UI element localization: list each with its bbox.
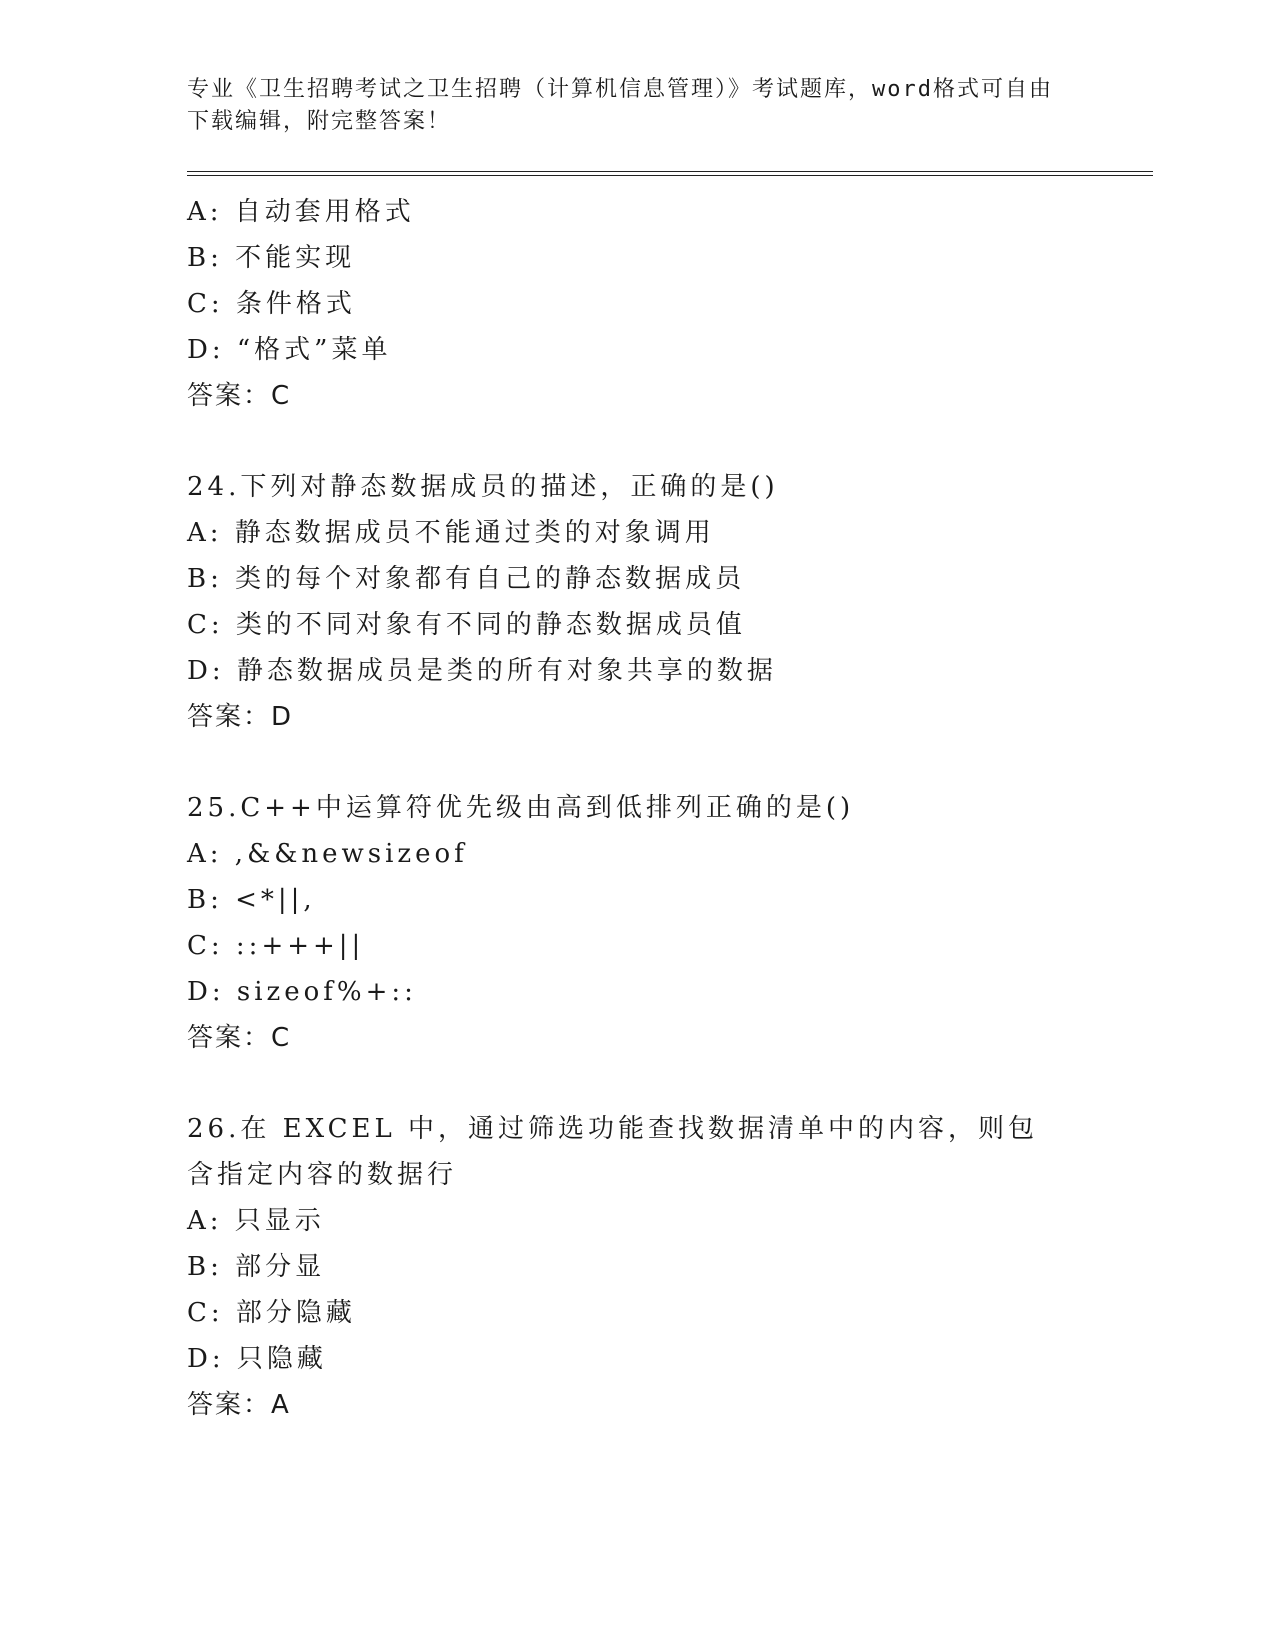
answer-line: 答案：C: [187, 1023, 292, 1053]
question-title: 25.C++中运算符优先级由高到低排列正确的是(): [187, 793, 855, 823]
answer-line: 答案：A: [187, 1390, 291, 1420]
option-a: A: 只显示: [187, 1206, 325, 1236]
option-a: A: ,&&newsizeof: [187, 839, 468, 869]
option-c: C: 类的不同对象有不同的静态数据成员值: [187, 610, 746, 640]
answer-line: 答案：C: [187, 381, 292, 411]
header-divider: [187, 175, 1153, 176]
question-block: [187, 1106, 1087, 1428]
question-title: 24.下列对静态数据成员的描述，正确的是(): [187, 472, 779, 502]
option-c: C: 部分隐藏: [187, 1298, 356, 1328]
option-a: A: 自动套用格式: [187, 197, 415, 227]
option-b: B: 部分显: [187, 1252, 326, 1282]
question-title: 26.在 EXCEL 中，通过筛选功能查找数据清单中的内容，则包含指定内容的数据行: [187, 1114, 1039, 1190]
option-d: D: sizeof%+::: [187, 977, 417, 1007]
document-header: 专业《卫生招聘考试之卫生招聘（计算机信息管理）》考试题库，word格式可自由下载编辑，附完整答案！: [187, 77, 1053, 134]
option-d: D: 只隐藏: [187, 1344, 327, 1374]
header-divider: [187, 171, 1153, 172]
option-d: D: 静态数据成员是类的所有对象共享的数据: [187, 656, 777, 686]
option-b: B: <*||,: [187, 885, 316, 915]
question-block: [187, 785, 1087, 1061]
question-block: [187, 189, 1087, 419]
option-d: D: “格式”菜单: [187, 335, 392, 365]
option-c: C: ::+++||: [187, 931, 365, 961]
option-b: B: 类的每个对象都有自己的静态数据成员: [187, 564, 746, 594]
answer-line: 答案：D: [187, 702, 294, 732]
option-b: B: 不能实现: [187, 243, 356, 273]
option-c: C: 条件格式: [187, 289, 356, 319]
option-a: A: 静态数据成员不能通过类的对象调用: [187, 518, 715, 548]
question-list: [187, 189, 1087, 1428]
question-block: [187, 464, 1087, 740]
